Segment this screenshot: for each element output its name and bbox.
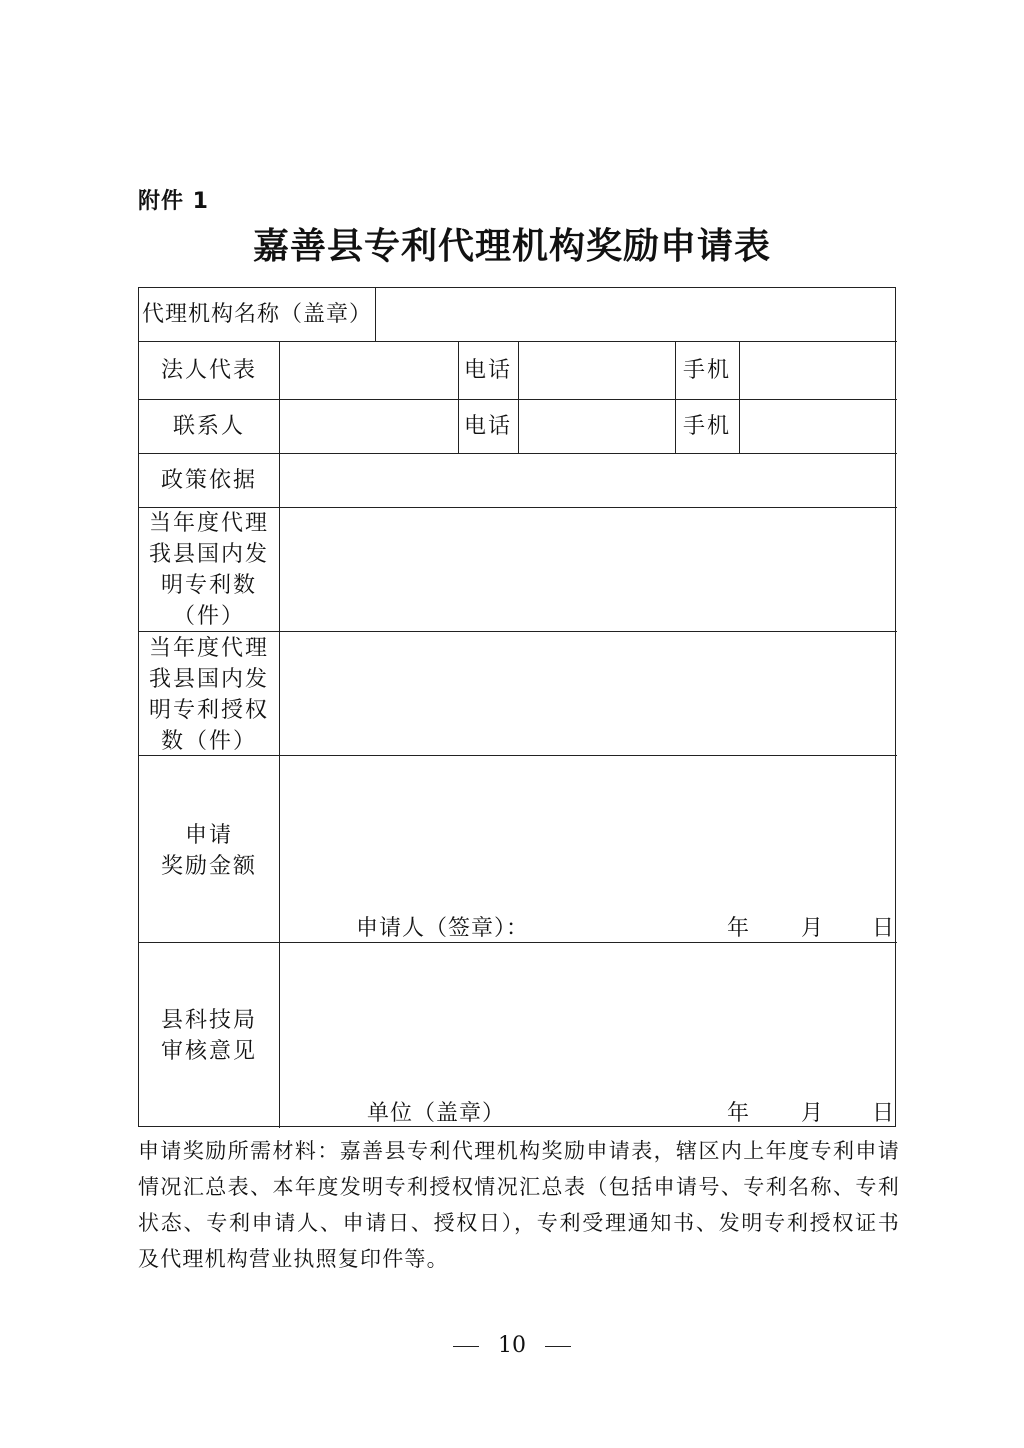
date-day: 日	[872, 1101, 897, 1126]
org-name-field[interactable]	[377, 290, 895, 340]
legal-rep-phone-field[interactable]	[520, 343, 674, 398]
date-month: 月	[801, 1101, 826, 1126]
page-footer	[0, 1333, 1024, 1358]
phone-label: 电话	[463, 414, 512, 439]
date-month: 月	[801, 916, 826, 941]
contact-label: 联系人	[172, 414, 245, 439]
legal-rep-label: 法人代表	[160, 358, 257, 383]
contact-field[interactable]	[281, 401, 457, 452]
date-year: 年	[727, 1101, 752, 1126]
policy-label: 政策依据	[160, 468, 257, 493]
date-day: 日	[872, 916, 897, 941]
review-opinion-field[interactable]	[281, 944, 895, 1094]
reward-amount-label: 申请 奖励金额	[160, 823, 257, 879]
column-divider	[518, 341, 519, 453]
phone-label: 电话	[463, 358, 512, 383]
footer-dash	[453, 1346, 479, 1347]
column-divider	[375, 288, 376, 341]
mobile-label: 手机	[682, 414, 731, 439]
application-form-table	[138, 287, 896, 1127]
reward-amount-field[interactable]	[281, 757, 895, 907]
page-title: 嘉善县专利代理机构奖励申请表	[252, 225, 771, 267]
contact-phone-field[interactable]	[520, 401, 674, 452]
applicant-signature-label: 申请人（签章）：	[356, 916, 530, 941]
invention-grants-label: 当年度代理 我县国内发 明专利授权 数（件）	[148, 636, 269, 754]
attachment-label: 附件 1	[138, 189, 209, 214]
invention-grants-field[interactable]	[281, 633, 895, 754]
row-divider	[139, 453, 897, 454]
org-name-label: 代理机构名称（盖章）	[141, 302, 372, 327]
page-number: 10	[498, 1333, 526, 1358]
contact-mobile-field[interactable]	[741, 401, 895, 452]
date-year: 年	[727, 916, 752, 941]
unit-seal-label: 单位（盖章）	[367, 1101, 506, 1126]
policy-field[interactable]	[281, 455, 895, 506]
invention-apps-label: 当年度代理 我县国内发 明专利数 （件）	[148, 511, 269, 629]
column-divider	[739, 341, 740, 453]
legal-rep-field[interactable]	[281, 343, 457, 398]
footer-dash	[545, 1346, 571, 1347]
legal-rep-mobile-field[interactable]	[741, 343, 895, 398]
review-opinion-label: 县科技局 审核意见	[160, 1008, 257, 1064]
column-divider	[279, 341, 280, 1128]
invention-apps-field[interactable]	[281, 509, 895, 630]
mobile-label: 手机	[682, 358, 731, 383]
required-materials-note: 申请奖励所需材料：嘉善县专利代理机构奖励申请表，辖区内上年度专利申请情况汇总表、本年度发明专利授权情况汇总表（包括申请号、专利名称、专利状态、专利申请人、申请日、授权日），专利受理通知书、发明专利授权证书及代理机构营业执照复印件等。	[138, 1139, 900, 1271]
